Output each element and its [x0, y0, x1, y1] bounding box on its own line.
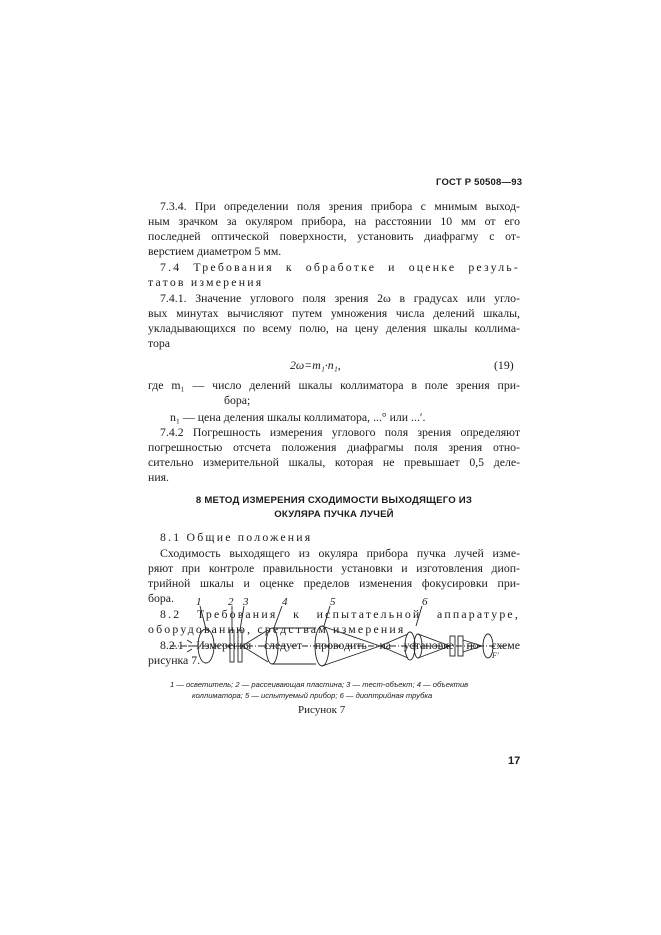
paragraph-line: бора; — [224, 393, 251, 407]
paragraph-line: погрешностью отсчета положения диафрагмы поля зрения отно- — [148, 440, 520, 454]
section-title: 8.1 Общие положения — [160, 530, 313, 544]
figure-label: 1 — [196, 596, 202, 608]
paragraph-line: вых минутах вычисляют путем умножения числа делений шкалы, — [148, 306, 520, 320]
figure-title: Рисунок 7 — [298, 704, 346, 716]
figure-label: 2 — [228, 596, 234, 608]
figure-label: 3 — [243, 596, 249, 608]
section-heading: ОКУЛЯРА ПУЧКА ЛУЧЕЙ — [274, 509, 394, 520]
paragraph-line: тора — [148, 336, 171, 350]
section-title: 8.2 Требования к испытательной аппаратуре, — [160, 607, 520, 621]
figure-label: 6 — [422, 596, 428, 608]
page-number: 17 — [508, 755, 521, 767]
paragraph-line: 7.4.1. Значение углового поля зрения 2ω в градусах или угло- — [160, 291, 520, 305]
paragraph-line: сительно измерительной шкалы, которая не превышает 0,5 деле- — [148, 455, 520, 469]
paragraph-line: рисунка 7. — [148, 653, 201, 667]
formula-number: (19) — [494, 358, 514, 372]
paragraph-line: ния. — [148, 470, 170, 484]
figure-label: 4 — [282, 596, 288, 608]
paragraph-line: где m₁ — число делений шкалы коллиматора в поле зрения при- — [148, 378, 520, 392]
paragraph-line: трийной шкалы и оценке пределов изменения фокусировки при- — [148, 576, 520, 590]
figure-caption: коллиматора; 5 — испытуемый прибор; 6 — диоптрийная трубка — [192, 691, 433, 700]
section-title: оборудованию, средствам измерения — [148, 622, 406, 636]
section-title: татов измерения — [148, 275, 264, 289]
paragraph-line: 7.3.4. При определении поля зрения прибора с мнимым выход- — [160, 199, 520, 213]
formula: 2ω=m₁·n₁, — [290, 358, 341, 372]
focus-label: F′ — [492, 651, 499, 660]
figure-caption: 1 — осветитель; 2 — рассеивающая пластина; 3 — тест-объект; 4 — объектив — [170, 680, 469, 689]
paragraph-line: n₁ — цена деления шкалы коллиматора, ...° или ...′. — [170, 410, 426, 424]
paragraph-line: 8.2.1 Измерения следует проводить на установке по схеме — [160, 638, 520, 652]
paragraph-line: укладывающихся по всему полю, на цену деления шкалы коллима- — [148, 321, 520, 335]
paragraph-line: Сходимость выходящего из окуляра прибора пучка лучей изме- — [160, 546, 520, 560]
paragraph-line: верстием диаметром 5 мм. — [148, 244, 282, 258]
standard-code-header: ГОСТ Р 50508—93 — [436, 177, 523, 188]
paragraph-line: 7.4.2 Погрешность измерения углового поля зрения определяют — [160, 425, 520, 439]
figure-label: 5 — [330, 596, 336, 608]
paragraph-line: ным зрачком за окуляром прибора, на расстоянии 10 мм от его — [148, 214, 520, 228]
optical-scheme-figure — [170, 596, 510, 681]
paragraph-line: последней оптической поверхности, установить диафрагму с от- — [148, 229, 520, 243]
section-heading: 8 МЕТОД ИЗМЕРЕНИЯ СХОДИМОСТИ ВЫХОДЯЩЕГО ИЗ — [195, 495, 473, 506]
paragraph-line: бора. — [148, 591, 174, 605]
section-title: 7.4 Требования к обработке и оценке резуль- — [160, 260, 520, 274]
paragraph-line: ряют при контроле правильности установки и изготовления диоп- — [148, 561, 520, 575]
